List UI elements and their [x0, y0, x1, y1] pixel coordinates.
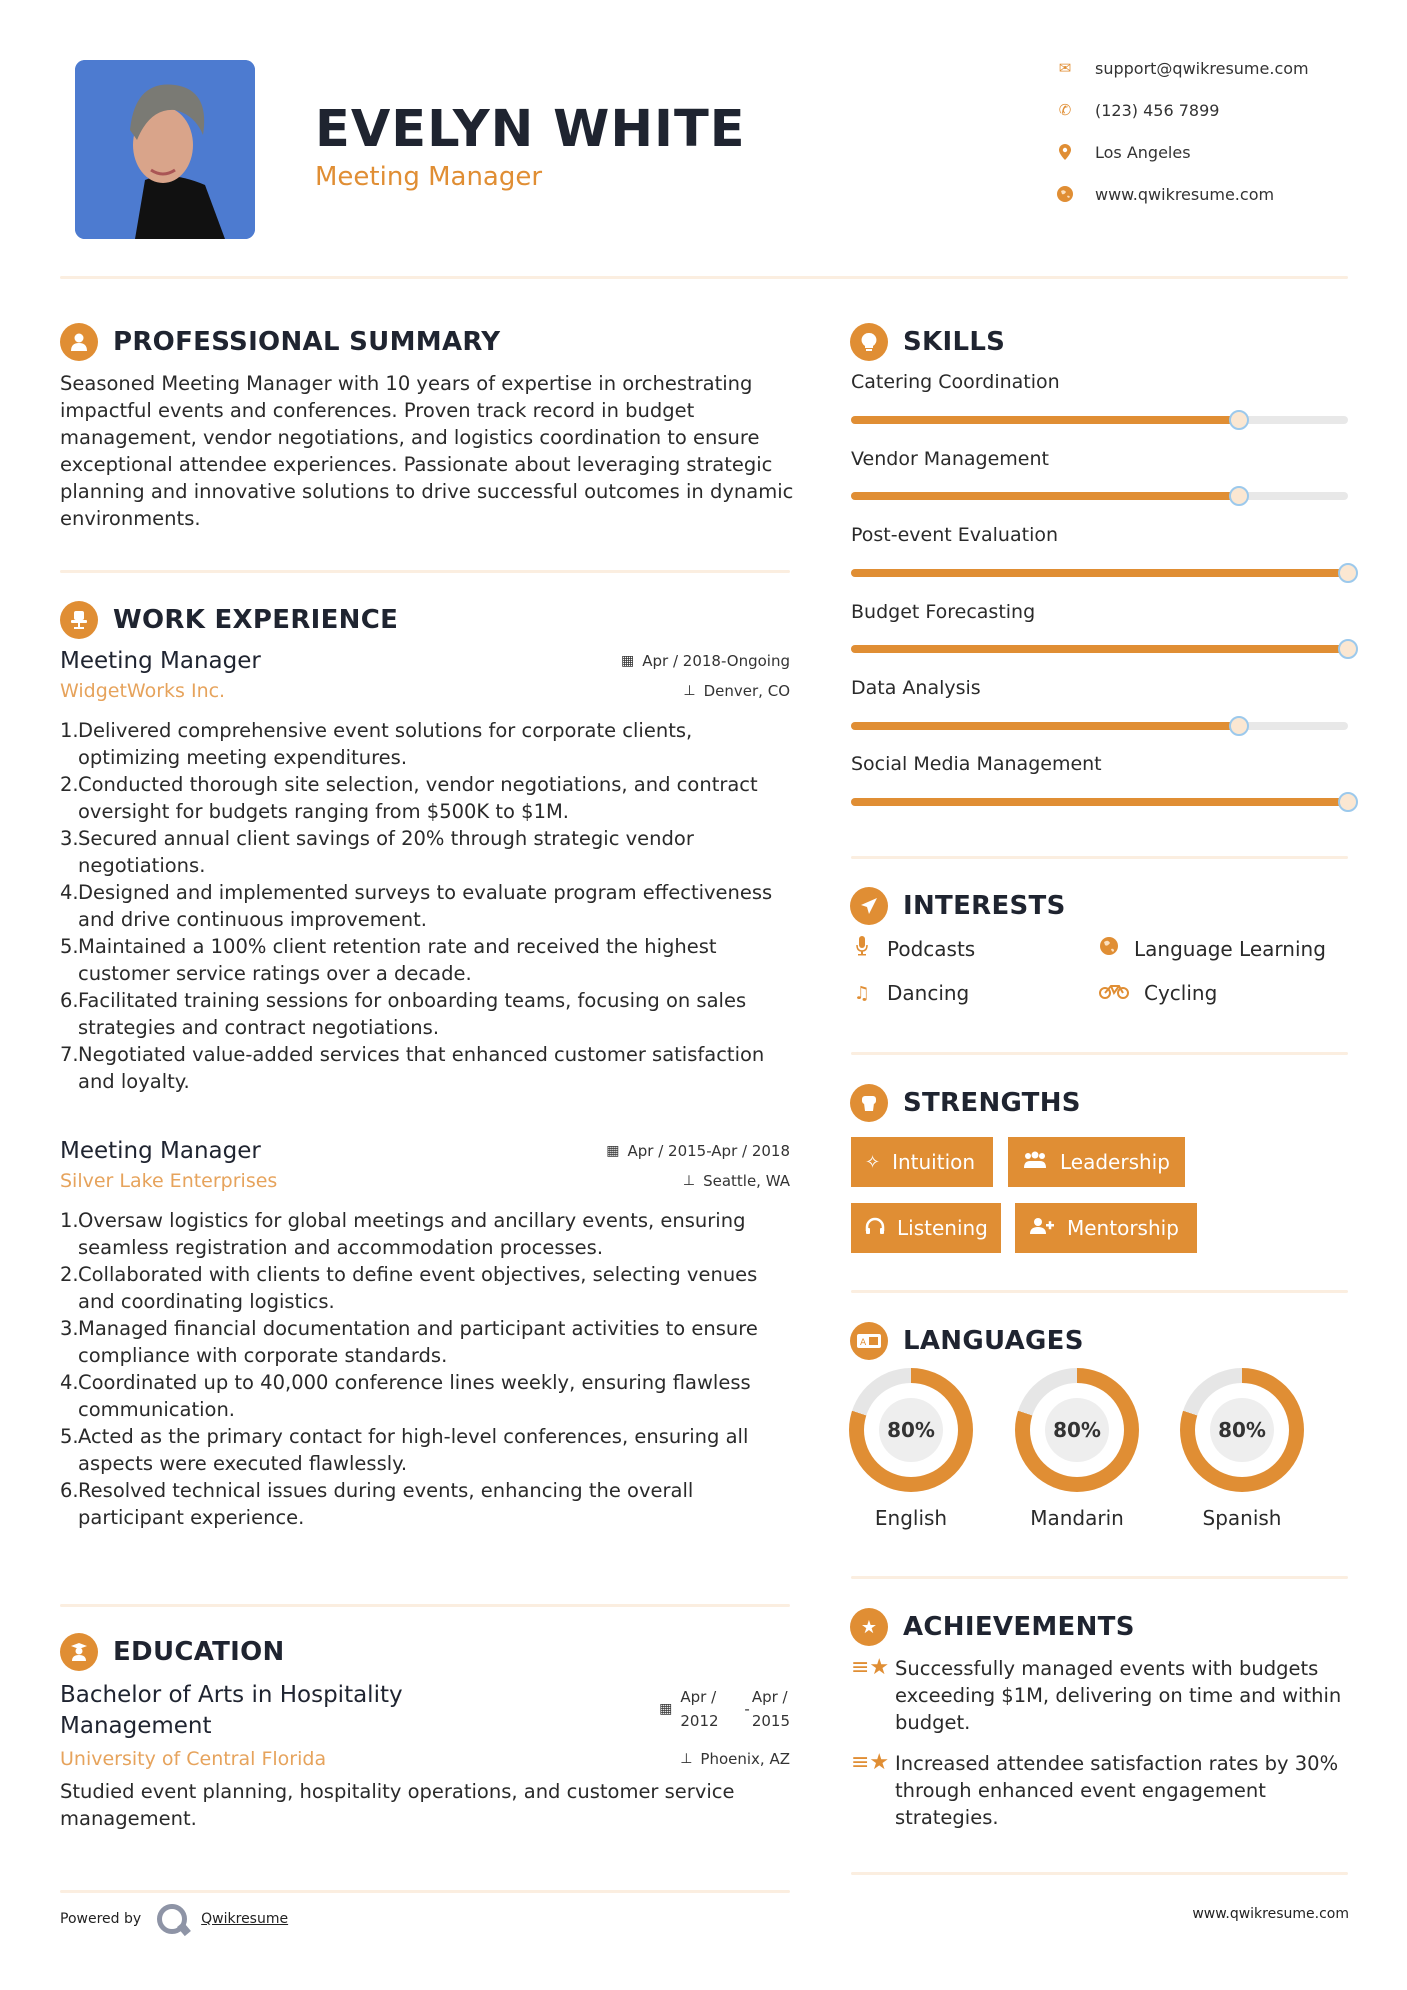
- contact-phone[interactable]: [1055, 100, 1385, 120]
- phone-icon: ✆: [1058, 101, 1072, 119]
- achievement-text: Increased attendee satisfaction rates by 30% through enhanced event engagement strategies.: [895, 1752, 1339, 1829]
- duty-item: 3. Managed financial documentation and participant activities to ensure compliance with corporate standards.: [60, 1317, 758, 1367]
- degree-line-2: Management: [60, 1713, 212, 1739]
- achievements-divider: [851, 1872, 1348, 1875]
- degree-line-1: Bachelor of Arts in Hospitality: [60, 1682, 403, 1708]
- interests-divider: [851, 1052, 1348, 1055]
- language-percent: 80%: [1210, 1398, 1274, 1462]
- contact-email[interactable]: [1055, 58, 1385, 78]
- language-mandarin: [1015, 1368, 1139, 1530]
- skill-label: Budget Forecasting: [851, 601, 1036, 623]
- job-title: Meeting Manager: [60, 1138, 261, 1164]
- duty-item: 2. Collaborated with clients to define event objectives, selecting venues and coordinating logistics.: [60, 1263, 758, 1313]
- website-text: www.qwikresume.com: [1095, 184, 1275, 204]
- achievement-item: [851, 1655, 1351, 1736]
- duty-item: 2. Conducted thorough site selection, vendor negotiations, and contract oversight for budgets ranging from $500K to $1M.: [60, 773, 758, 823]
- slider-knob: [1338, 792, 1358, 812]
- strengths-divider: [851, 1290, 1348, 1293]
- language-name: English: [874, 1506, 948, 1530]
- job-entry: [60, 648, 790, 1095]
- shooting-star-icon: ≡★: [851, 1750, 890, 1775]
- candidate-name: EVELYN WHITE: [315, 100, 746, 159]
- duty-item: 4. Coordinated up to 40,000 conference lines weekly, ensuring flawless communication.: [60, 1371, 751, 1421]
- phone-text: (123) 456 7899: [1095, 100, 1220, 120]
- skill-label: Catering Coordination: [851, 371, 1060, 393]
- skills-divider: [851, 856, 1348, 859]
- summary-heading: PROFESSIONAL SUMMARY: [60, 323, 500, 361]
- language-progress-ring: [1180, 1368, 1304, 1492]
- education-heading: EDUCATION: [60, 1633, 285, 1671]
- interest-label: Podcasts: [887, 936, 976, 961]
- duty-item: 6. Resolved technical issues during events, enhancing the overall participant experience.: [60, 1479, 694, 1529]
- skill-bar-catering-coordination: [851, 416, 1348, 424]
- skill-bar-social-media-management: [851, 798, 1348, 806]
- experience-divider: [60, 1604, 790, 1607]
- summary-divider: [60, 570, 790, 573]
- language-progress-ring: [849, 1368, 973, 1492]
- strength-chip-mentorship: [1015, 1203, 1197, 1253]
- paper-plane-icon: [850, 887, 888, 925]
- education-location: [680, 1750, 790, 1768]
- skill-bar-post-event-evaluation: [851, 569, 1348, 577]
- strength-label: Listening: [897, 1216, 988, 1240]
- microphone-icon: [851, 936, 873, 961]
- duty-item: 4. Designed and implemented surveys to evaluate program effectiveness and drive continuous improvement.: [60, 881, 773, 931]
- slider-knob: [1229, 486, 1249, 506]
- duty-item: 5. Acted as the primary contact for high-level conferences, ensuring all aspects were executed flawlessly.: [60, 1425, 749, 1475]
- slider-knob: [1229, 410, 1249, 430]
- location-text: Los Angeles: [1095, 142, 1191, 162]
- duty-item: 5. Maintained a 100% client retention rate and received the highest customer service ratings over a decade.: [60, 935, 717, 985]
- education-description: Studied event planning, hospitality operations, and customer service management.: [60, 1780, 735, 1830]
- calendar-icon: ▦: [659, 1701, 673, 1717]
- job-dates: [621, 652, 790, 670]
- headphones-icon: [865, 1217, 885, 1240]
- duty-item: 6. Facilitated training sessions for onboarding teams, focusing on sales strategies and contract negotiations.: [60, 989, 747, 1039]
- profile-photo: [75, 60, 255, 239]
- globe-icon: [1098, 936, 1120, 961]
- language-name: Spanish: [1202, 1506, 1282, 1530]
- skill-label: Data Analysis: [851, 677, 981, 699]
- language-spanish: [1180, 1368, 1304, 1530]
- slider-knob: [1338, 639, 1358, 659]
- skill-bar-data-analysis: [851, 722, 1348, 730]
- duty-item: 7. Negotiated value-added services that enhanced customer satisfaction and loyalty.: [60, 1043, 765, 1093]
- graduate-icon: [60, 1633, 98, 1671]
- interest-item-dancing: [851, 981, 969, 1005]
- school-name: University of Central Florida: [60, 1748, 327, 1770]
- user-icon: [60, 323, 98, 361]
- interest-item-podcasts: [851, 936, 975, 961]
- footer-divider-left: [60, 1890, 790, 1893]
- experience-heading: WORK EXPERIENCE: [60, 601, 398, 639]
- portrait-image: [75, 60, 255, 239]
- duty-item: 1. Oversaw logistics for global meetings and ancillary events, ensuring seamless registration and accommodation processes.: [60, 1209, 746, 1259]
- achievement-item: [851, 1750, 1351, 1831]
- job-title: Meeting Manager: [60, 648, 261, 674]
- globe-icon: [1055, 184, 1075, 204]
- strengths-heading: STRENGTHS: [850, 1084, 1081, 1122]
- lightbulb-icon: [850, 323, 888, 361]
- star-badge-icon: ★: [850, 1608, 888, 1646]
- pushpin-icon: ⊥: [680, 1751, 693, 1767]
- strength-label: Leadership: [1060, 1150, 1170, 1174]
- strength-label: Mentorship: [1067, 1216, 1179, 1240]
- svg-text:A: A: [860, 1338, 867, 1348]
- strength-chip-listening: [851, 1203, 1001, 1253]
- job-dates-text: Apr / 2015-Apr / 2018: [627, 1142, 790, 1160]
- interest-item-cycling: [1098, 981, 1217, 1005]
- interest-label: Cycling: [1144, 981, 1218, 1005]
- languages-divider: [851, 1576, 1348, 1579]
- fist-icon: [850, 1084, 888, 1122]
- footer-website[interactable]: www.qwikresume.com: [1192, 1906, 1349, 1922]
- qwikresume-link[interactable]: Qwikresume: [201, 1911, 289, 1927]
- music-note-icon: ♫: [853, 982, 871, 1004]
- skill-label: Post-event Evaluation: [851, 524, 1059, 546]
- interest-label: Language Learning: [1134, 936, 1326, 961]
- calendar-icon: ▦: [621, 653, 635, 669]
- job-location-text: Denver, CO: [703, 682, 790, 700]
- education-location-text: Phoenix, AZ: [700, 1750, 790, 1768]
- job-dates-text: Apr / 2018-Ongoing: [642, 652, 790, 670]
- email-text: support@qwikresume.com: [1095, 58, 1309, 78]
- powered-by: [60, 1904, 288, 1934]
- job-location: [683, 682, 790, 700]
- bicycle-icon: [1098, 983, 1130, 1004]
- skill-label: Vendor Management: [851, 448, 1049, 470]
- language-name: Mandarin: [1030, 1506, 1124, 1530]
- pushpin-icon: ⊥: [682, 1173, 696, 1189]
- strength-label: Intuition: [892, 1150, 976, 1174]
- language-percent: 80%: [1045, 1398, 1109, 1462]
- users-icon: [1022, 1151, 1048, 1174]
- duties-list: [60, 1207, 790, 1531]
- language-percent: 80%: [879, 1398, 943, 1462]
- job-location: [683, 1172, 790, 1190]
- powered-by-text: Powered by: [60, 1911, 142, 1927]
- translate-icon: [850, 1322, 888, 1360]
- magic-wand-icon: ✧: [865, 1151, 881, 1173]
- contact-location: [1055, 142, 1385, 162]
- achievement-text: Successfully managed events with budgets exceeding $1M, delivering on time and within budget.: [895, 1657, 1342, 1734]
- job-location-text: Seattle, WA: [703, 1172, 790, 1190]
- office-chair-icon: [60, 601, 98, 639]
- skill-bar-vendor-management: [851, 492, 1348, 500]
- strength-chip-intuition: [851, 1137, 993, 1187]
- skills-heading: SKILLS: [850, 323, 1005, 361]
- language-progress-ring: [1015, 1368, 1139, 1492]
- map-pin-icon: [1055, 142, 1075, 162]
- calendar-icon: ▦: [606, 1143, 620, 1159]
- job-dates: [606, 1142, 790, 1160]
- summary-text: Seasoned Meeting Manager with 10 years of expertise in orchestrating impactful events and conferences. Proven track record in budget management, vendor negotiations, and logistics coordination to ensure exceptional attendee experiences. Passionate about leveraging strategic planning and innovative solutions to drive successful outcomes in dynamic environments.: [60, 372, 794, 530]
- language-english: [849, 1368, 973, 1530]
- achievements-heading: ★ ACHIEVEMENTS: [850, 1608, 1135, 1646]
- education-dates: ▦ Apr / 2012 - Apr / 2015: [659, 1688, 790, 1730]
- strength-chip-leadership: [1008, 1137, 1185, 1187]
- duty-item: 1. Delivered comprehensive event solutions for corporate clients, optimizing meeting expenditures.: [60, 719, 693, 769]
- slider-knob: [1338, 563, 1358, 583]
- qwikresume-logo-icon: [157, 1904, 187, 1934]
- pushpin-icon: ⊥: [683, 683, 696, 699]
- contact-website[interactable]: [1055, 184, 1385, 204]
- header-divider: [60, 276, 1348, 279]
- envelope-icon: ✉: [1058, 59, 1072, 77]
- interest-label: Dancing: [887, 981, 970, 1005]
- job-entry: [60, 1138, 790, 1531]
- company-name: Silver Lake Enterprises: [60, 1170, 278, 1192]
- shooting-star-icon: ≡★: [851, 1655, 890, 1680]
- skill-label: Social Media Management: [851, 753, 1102, 775]
- degree-title: [60, 1680, 403, 1742]
- duty-item: 3. Secured annual client savings of 20% through strategic vendor negotiations.: [60, 827, 694, 877]
- interest-item-language-learning: [1098, 936, 1326, 961]
- duties-list: [60, 717, 790, 1095]
- company-name: WidgetWorks Inc.: [60, 680, 226, 702]
- skill-bar-budget-forecasting: [851, 645, 1348, 653]
- languages-heading: A LANGUAGES: [850, 1322, 1084, 1360]
- user-plus-icon: [1029, 1217, 1055, 1240]
- education-entry: [60, 1680, 790, 1832]
- interests-heading: INTERESTS: [850, 887, 1066, 925]
- candidate-title: Meeting Manager: [315, 162, 543, 192]
- slider-knob: [1229, 716, 1249, 736]
